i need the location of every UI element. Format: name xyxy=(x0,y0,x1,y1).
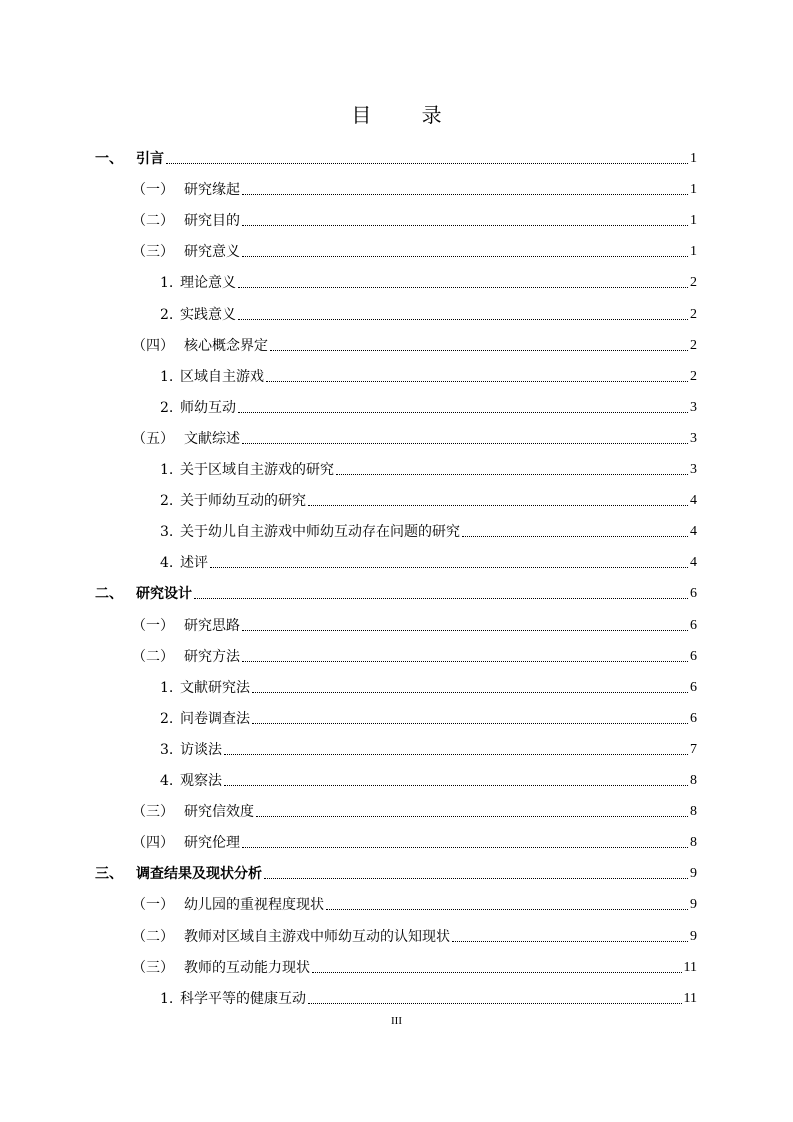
toc-entry-title: 研究缘起 xyxy=(184,182,240,199)
toc-entry-title: 访谈法 xyxy=(180,741,222,758)
toc-dot-leader xyxy=(462,535,688,537)
toc-entry-number: （一） xyxy=(132,182,174,199)
toc-dot-leader xyxy=(252,722,688,724)
toc-entry-title: 教师的互动能力现状 xyxy=(184,959,310,976)
toc-entry-page: 9 xyxy=(690,897,697,913)
toc-entry-number: 4. xyxy=(160,773,174,789)
toc-entry-page: 9 xyxy=(690,866,697,882)
toc-entry[interactable] xyxy=(132,169,697,199)
toc-entry-page: 8 xyxy=(690,804,697,820)
toc-entry-number: （三） xyxy=(132,804,174,821)
toc-dot-leader xyxy=(242,660,688,662)
toc-entry-number: （三） xyxy=(132,959,174,976)
toc-entry-title: 述评 xyxy=(180,555,208,572)
toc-entry-number: 3. xyxy=(160,741,174,758)
toc-entry-number: （四） xyxy=(132,835,174,852)
toc-entry-number: 2. xyxy=(160,399,174,416)
toc-entry-number: （一） xyxy=(132,897,174,914)
toc-entry[interactable] xyxy=(160,387,697,417)
toc-entry-title: 关于幼儿自主游戏中师幼互动存在问题的研究 xyxy=(180,524,460,541)
toc-entry-title: 观察法 xyxy=(180,773,222,789)
toc-entry-page: 4 xyxy=(690,524,697,540)
toc-entry-number: 1. xyxy=(160,275,174,292)
toc-entry-title: 幼儿园的重视程度现状 xyxy=(184,897,324,914)
toc-entry-page: 2 xyxy=(690,306,697,322)
toc-entry-title: 实践意义 xyxy=(180,306,236,323)
toc-dot-leader xyxy=(312,971,682,973)
toc-entry-title: 研究信效度 xyxy=(184,804,254,821)
toc-entry-page: 1 xyxy=(690,182,697,198)
toc-entry-page: 8 xyxy=(690,773,697,788)
toc-entry-number: 1. xyxy=(160,990,174,1007)
toc-entry-page: 6 xyxy=(690,586,697,602)
toc-dot-leader xyxy=(264,877,688,879)
toc-entry-title: 教师对区域自主游戏中师幼互动的认知现状 xyxy=(184,928,450,945)
toc-entry-page: 4 xyxy=(690,555,697,571)
toc-entry-title: 区域自主游戏 xyxy=(180,368,264,385)
toc-dot-leader xyxy=(326,908,688,910)
toc-dot-leader xyxy=(242,846,688,848)
toc-entry[interactable] xyxy=(132,822,697,852)
toc-entry-number: 二、 xyxy=(95,586,123,603)
toc-entry-title: 关于师幼互动的研究 xyxy=(180,493,306,510)
toc-entry-title: 引言 xyxy=(136,151,164,167)
toc-entry[interactable] xyxy=(132,200,697,230)
toc-entry-page: 2 xyxy=(690,368,697,384)
toc-entry-title: 研究伦理 xyxy=(184,835,240,852)
toc-dot-leader xyxy=(238,318,688,320)
toc-entry-number: 4. xyxy=(160,555,174,572)
toc-entry-page: 8 xyxy=(690,835,697,851)
toc-dot-leader xyxy=(242,193,688,195)
toc-entry[interactable] xyxy=(160,978,697,1008)
toc-entry-number: 2. xyxy=(160,493,174,510)
toc-entry-page: 2 xyxy=(690,275,697,291)
toc-entry-page: 1 xyxy=(690,213,697,229)
toc-entry-number: 1. xyxy=(160,679,174,696)
toc-entry-page: 7 xyxy=(690,741,697,757)
toc-dot-leader xyxy=(252,691,688,693)
toc-entry-page: 6 xyxy=(690,617,697,633)
toc-entry[interactable] xyxy=(160,262,697,292)
toc-entry[interactable] xyxy=(160,356,697,386)
toc-entry-title: 研究方法 xyxy=(184,648,240,665)
toc-dot-leader xyxy=(224,753,688,755)
toc-entry-page: 11 xyxy=(683,959,697,975)
toc-entry[interactable] xyxy=(160,760,697,790)
toc-entry-page: 1 xyxy=(690,244,697,260)
toc-entry-page: 11 xyxy=(683,990,697,1006)
toc-entry-page: 6 xyxy=(690,648,697,664)
toc-entry-number: （二） xyxy=(132,213,174,230)
toc-entry[interactable] xyxy=(132,916,697,946)
page-number-footer: III xyxy=(391,1015,402,1027)
toc-entry-title: 理论意义 xyxy=(180,275,236,292)
toc-entry-title: 研究思路 xyxy=(184,617,240,634)
toc-entry-number: （二） xyxy=(132,928,174,945)
toc-dot-leader xyxy=(238,411,688,413)
toc-dot-leader xyxy=(238,286,688,288)
toc-entry-title: 文献综述 xyxy=(184,430,240,447)
toc-dot-leader xyxy=(242,255,688,257)
toc-entry[interactable] xyxy=(160,294,697,324)
toc-entry-number: 1. xyxy=(160,462,174,478)
toc-entry[interactable] xyxy=(160,542,697,572)
toc-entry[interactable] xyxy=(160,667,697,697)
toc-entry-page: 1 xyxy=(690,151,697,166)
toc-entry-number: 2. xyxy=(160,710,174,727)
toc-dot-leader xyxy=(308,504,688,506)
toc-entry[interactable] xyxy=(160,449,697,479)
toc-entry-title: 问卷调查法 xyxy=(180,710,250,727)
toc-entry-page: 6 xyxy=(690,710,697,726)
toc-entry-page: 3 xyxy=(690,399,697,415)
toc-entry-number: 三、 xyxy=(95,866,123,883)
toc-entry[interactable] xyxy=(132,231,697,261)
toc-entry-title: 研究设计 xyxy=(136,586,192,603)
toc-entry[interactable] xyxy=(95,138,697,168)
toc-entry[interactable] xyxy=(95,853,697,883)
toc-entry[interactable] xyxy=(160,480,697,510)
toc-entry-title: 研究目的 xyxy=(184,213,240,230)
toc-entry-title: 核心概念界定 xyxy=(184,337,268,354)
toc-entry-page: 4 xyxy=(690,493,697,509)
toc-entry[interactable] xyxy=(132,947,697,977)
toc-dot-leader xyxy=(266,380,688,382)
toc-entry-title: 科学平等的健康互动 xyxy=(180,990,306,1007)
toc-entry[interactable] xyxy=(132,325,697,355)
toc-entry-page: 3 xyxy=(690,462,697,477)
toc-entry-title: 调查结果及现状分析 xyxy=(136,866,262,883)
toc-dot-leader xyxy=(336,473,688,475)
toc-entry[interactable] xyxy=(160,729,697,759)
toc-dot-leader xyxy=(224,784,688,786)
toc-dot-leader xyxy=(270,349,688,351)
toc-dot-leader xyxy=(242,224,688,226)
toc-dot-leader xyxy=(452,940,688,942)
toc-entry[interactable] xyxy=(132,605,697,635)
toc-entry[interactable] xyxy=(132,418,697,448)
toc-dot-leader xyxy=(242,629,688,631)
toc-entry-number: 2. xyxy=(160,306,174,323)
toc-entry-page: 2 xyxy=(690,337,697,353)
toc-entry-number: 3. xyxy=(160,524,174,541)
toc-entry[interactable] xyxy=(132,791,697,821)
toc-entry-number: （二） xyxy=(132,648,174,665)
toc-dot-leader xyxy=(308,1002,682,1004)
toc-entry-number: （一） xyxy=(132,617,174,634)
toc-dot-leader xyxy=(166,162,688,164)
toc-entry-page: 9 xyxy=(690,928,697,944)
toc-entry-number: 1. xyxy=(160,368,174,385)
toc-entry-page: 3 xyxy=(690,430,697,446)
toc-entry-number: （五） xyxy=(132,430,174,447)
toc-entry-page: 6 xyxy=(690,679,697,695)
toc-dot-leader xyxy=(256,815,688,817)
toc-dot-leader xyxy=(194,597,688,599)
toc-entry[interactable] xyxy=(160,511,697,541)
toc-entry[interactable] xyxy=(132,636,697,666)
toc-dot-leader xyxy=(242,442,688,444)
toc-dot-leader xyxy=(210,566,688,568)
toc-entry[interactable] xyxy=(160,698,697,728)
toc-entry-number: （三） xyxy=(132,244,174,261)
toc-entry[interactable] xyxy=(95,573,697,603)
toc-entry-title: 研究意义 xyxy=(184,244,240,261)
toc-entry-title: 师幼互动 xyxy=(180,399,236,416)
toc-entry[interactable] xyxy=(132,884,697,914)
toc-title: 目 录 xyxy=(351,103,464,127)
toc-entry-title: 文献研究法 xyxy=(180,679,250,696)
toc-entry-number: （四） xyxy=(132,337,174,354)
toc-entry-title: 关于区域自主游戏的研究 xyxy=(180,462,334,478)
toc-entry-number: 一、 xyxy=(95,151,123,167)
